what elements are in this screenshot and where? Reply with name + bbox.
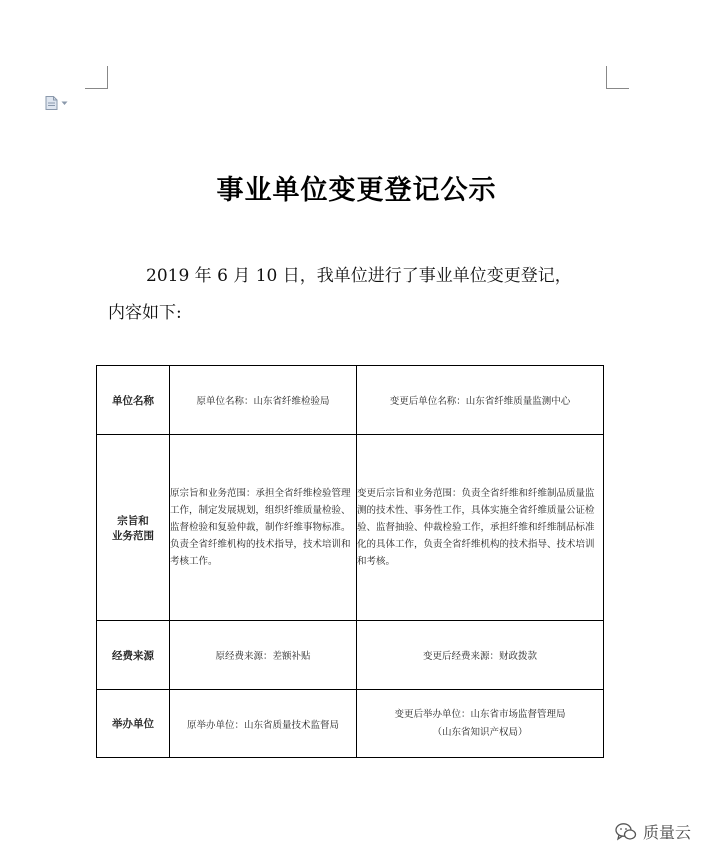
sponsor-after — [357, 690, 604, 758]
funding-source-after: 变更后经费来源：财政拨款 — [357, 621, 604, 690]
document-options-icon[interactable] — [45, 96, 75, 110]
watermark-footer — [615, 820, 691, 843]
document-icon — [45, 96, 58, 110]
intro-line-2: 内容如下: — [108, 303, 182, 323]
watermark-brand-text: 质量云 — [642, 823, 691, 842]
table-row-funding-source — [97, 621, 604, 690]
wechat-icon — [615, 822, 637, 842]
unit-name-after: 变更后单位名称：山东省纤维质量监测中心 — [357, 366, 604, 435]
row-label-purpose-line2: 业务范围 — [112, 529, 154, 542]
row-label-purpose-line1: 宗旨和 — [117, 514, 149, 527]
intro-paragraph — [108, 258, 608, 332]
table-row-purpose-scope — [97, 435, 604, 621]
registration-table — [96, 365, 604, 758]
table-row-unit-name — [97, 366, 604, 435]
funding-source-before: 原经费来源：差额补贴 — [170, 621, 357, 690]
sponsor-after-line1: 变更后举办单位：山东省市场监督管理局 — [394, 708, 566, 720]
unit-name-before: 原单位名称：山东省纤维检验局 — [170, 366, 357, 435]
table-row-sponsor — [97, 690, 604, 758]
page-corner-top-left — [85, 66, 108, 89]
row-label-funding-source: 经费来源 — [97, 621, 170, 690]
row-label-purpose-scope — [97, 435, 170, 621]
sponsor-after-line2: （山东省知识产权局） — [432, 726, 528, 738]
purpose-scope-after: 变更后宗旨和业务范围：负责全省纤维和纤维制品质量监测的技术性、事务性工作，具体实施全省纤维质量公证检验、监督抽验、仲裁检验工作，承担纤维和纤维制品标准化的具体工作，负责全省纤维机构的技术指导、技术培训和考核。 — [357, 435, 604, 621]
page-title: 事业单位变更登记公示 — [216, 175, 497, 206]
row-label-unit-name: 单位名称 — [97, 366, 170, 435]
intro-line-1: 2019 年 6 月 10 日，我单位进行了事业单位变更登记， — [146, 266, 572, 286]
page-corner-top-right — [606, 66, 629, 89]
purpose-scope-before: 原宗旨和业务范围：承担全省纤维检验管理工作，制定发展规划，组织纤维质量检验、监督检验和复验仲裁，制作纤维事物标准。负责全省纤维机构的技术指导，技术培训和考核工作。 — [170, 435, 357, 621]
row-label-sponsor: 举办单位 — [97, 690, 170, 758]
sponsor-before: 原举办单位：山东省质量技术监督局 — [170, 690, 357, 758]
chevron-down-icon — [61, 101, 68, 106]
